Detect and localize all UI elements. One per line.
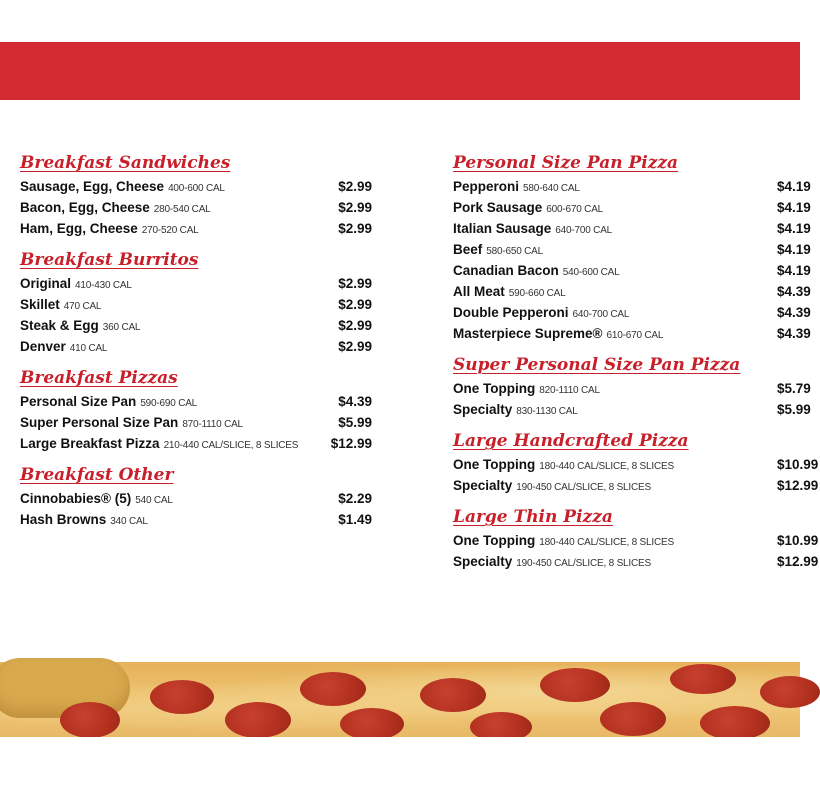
menu-item-price: $12.99 (777, 554, 819, 569)
menu-item-name: Specialty (453, 402, 513, 417)
menu-item-info (453, 281, 566, 304)
menu-item-info (20, 315, 140, 338)
menu-item-name: Masterpiece Supreme® (453, 326, 603, 341)
menu-item-name: Pork Sausage (453, 200, 543, 215)
menu-item-name: Super Personal Size Pan (20, 415, 179, 430)
menu-item-price: $2.99 (338, 318, 372, 333)
menu-item-info (20, 433, 298, 456)
menu-item-name: One Topping (453, 533, 536, 548)
menu-item-info (453, 218, 612, 241)
pepperoni-slice (300, 672, 366, 706)
section-title: Breakfast Pizzas (20, 368, 178, 388)
menu-item-calories: 640-700 CAL (555, 225, 613, 236)
top-margin (0, 0, 800, 42)
menu-item-name: Ham, Egg, Cheese (20, 221, 138, 236)
menu-item-info (20, 273, 132, 296)
menu-section-breakfast-sandwiches (20, 152, 372, 239)
menu-item-calories: 210-440 CAL/SLICE, 8 SLICES (163, 440, 299, 451)
menu-item-price: $2.99 (338, 179, 372, 194)
menu-item-name: Steak & Egg (20, 318, 99, 333)
menu-section-super-personal-size-pan-pizza (453, 354, 813, 420)
menu-item-name: Original (20, 276, 72, 291)
menu-item-price: $10.99 (777, 457, 819, 472)
pepperoni-slice (600, 702, 666, 736)
menu-item-price: $4.19 (777, 200, 811, 215)
menu-section-large-thin-pizza (453, 506, 819, 572)
menu-item-name: Italian Sausage (453, 221, 552, 236)
menu-item (453, 218, 813, 239)
section-title: Breakfast Other (20, 465, 174, 485)
menu-item-price: $12.99 (330, 436, 372, 451)
menu-item-price: $1.49 (338, 512, 372, 527)
pepperoni-slice (670, 664, 736, 694)
menu-item-calories: 190-450 CAL/SLICE, 8 SLICES (516, 558, 651, 569)
menu-item (453, 260, 813, 281)
menu-item-calories: 400-600 CAL (168, 183, 225, 194)
menu-item-calories: 280-540 CAL (153, 204, 211, 215)
menu-item (453, 530, 819, 551)
menu-item-info (453, 239, 543, 262)
menu-item (453, 176, 813, 197)
menu-item-price: $12.99 (777, 478, 819, 493)
menu-item-info (20, 509, 148, 532)
menu-item-info (20, 218, 199, 241)
menu-item-price: $5.79 (777, 381, 811, 396)
menu-item-calories: 820-1110 CAL (539, 385, 600, 396)
menu-item-price: $2.29 (338, 491, 372, 506)
menu-item (20, 412, 372, 433)
menu-item-price: $4.39 (777, 305, 811, 320)
menu-item-info (20, 294, 101, 317)
menu-item-price: $2.99 (338, 297, 372, 312)
menu-item-info (20, 488, 173, 511)
menu-section-breakfast-pizzas (20, 367, 372, 454)
menu-item-price: $4.19 (777, 242, 811, 257)
menu-item-price: $4.19 (777, 179, 811, 194)
menu-item (453, 399, 813, 420)
menu-item-calories: 270-520 CAL (141, 225, 199, 236)
menu-section-breakfast-burritos (20, 249, 372, 357)
menu-item-name: Pepperoni (453, 179, 520, 194)
menu-item-name: Personal Size Pan (20, 394, 137, 409)
menu-section-personal-size-pan-pizza (453, 152, 813, 344)
menu-item-calories: 410 CAL (69, 343, 108, 354)
menu-item-calories: 340 CAL (110, 516, 148, 527)
menu-item-price: $5.99 (338, 415, 372, 430)
header-banner (0, 42, 800, 100)
pepperoni-slice (150, 680, 214, 714)
menu-item-calories: 180-440 CAL/SLICE, 8 SLICES (539, 461, 674, 472)
pepperoni-slice (60, 702, 120, 738)
menu-item-calories: 190-450 CAL/SLICE, 8 SLICES (516, 482, 651, 493)
menu-item-info (453, 454, 674, 477)
menu-item-name: Specialty (453, 554, 513, 569)
section-title: Large Thin Pizza (453, 507, 613, 527)
menu-item-info (453, 475, 651, 498)
menu-item-info (453, 378, 600, 401)
menu-item (20, 315, 372, 336)
menu-item-calories: 180-440 CAL/SLICE, 8 SLICES (539, 537, 674, 548)
menu-item (453, 454, 819, 475)
menu-item-name: Beef (453, 242, 483, 257)
menu-item (453, 475, 819, 496)
menu-item-name: Bacon, Egg, Cheese (20, 200, 150, 215)
menu-item (20, 176, 372, 197)
menu-item (453, 302, 813, 323)
menu-item-calories: 590-660 CAL (508, 288, 566, 299)
menu-item (20, 433, 372, 454)
menu-item-info (453, 302, 629, 325)
menu-item-calories: 580-650 CAL (486, 246, 543, 257)
menu-item (453, 378, 813, 399)
menu-item-calories: 610-670 CAL (606, 330, 664, 341)
menu-item-price: $2.99 (338, 276, 372, 291)
menu-item-price: $2.99 (338, 339, 372, 354)
menu-item-name: Specialty (453, 478, 513, 493)
menu-item (453, 281, 813, 302)
menu-item-name: Denver (20, 339, 66, 354)
menu-section-large-handcrafted-pizza (453, 430, 819, 496)
menu-item-price: $2.99 (338, 221, 372, 236)
section-title: Breakfast Sandwiches (20, 153, 231, 173)
pepperoni-slice (760, 676, 820, 708)
pizza-photo (0, 662, 800, 737)
menu-item-name: Hash Browns (20, 512, 107, 527)
pepperoni-slice (340, 708, 404, 740)
menu-item-price: $10.99 (777, 533, 819, 548)
menu-item-name: Double Pepperoni (453, 305, 569, 320)
menu-item-info (453, 323, 663, 346)
menu-item-info (20, 412, 243, 435)
menu-item (20, 197, 372, 218)
menu-item-name: All Meat (453, 284, 505, 299)
pepperoni-slice (420, 678, 486, 712)
menu-item-price: $4.39 (338, 394, 372, 409)
menu-item (20, 336, 372, 357)
menu-item-calories: 540-600 CAL (562, 267, 620, 278)
menu-column-left (20, 152, 372, 540)
menu-item (20, 391, 372, 412)
menu-item (453, 323, 813, 344)
menu-item-name: Sausage, Egg, Cheese (20, 179, 165, 194)
menu-item-info (453, 176, 580, 199)
menu-item-info (453, 399, 578, 422)
section-title: Personal Size Pan Pizza (453, 153, 679, 173)
menu-item-name: Canadian Bacon (453, 263, 559, 278)
menu-item-name: One Topping (453, 381, 536, 396)
menu-item (453, 239, 813, 260)
bottom-margin (0, 737, 800, 800)
menu-item-price: $2.99 (338, 200, 372, 215)
pepperoni-slice (540, 668, 610, 702)
menu-item-calories: 640-700 CAL (572, 309, 630, 320)
menu-item-info (20, 197, 211, 220)
menu-item-calories: 540 CAL (135, 495, 173, 506)
menu-item-calories: 870-1110 CAL (182, 419, 243, 430)
section-title: Large Handcrafted Pizza (453, 431, 689, 451)
menu-item (20, 273, 372, 294)
menu-item-info (453, 530, 674, 553)
menu-item-price: $4.39 (777, 326, 811, 341)
menu-item-info (453, 260, 620, 283)
menu-item-name: Cinnobabies® (5) (20, 491, 132, 506)
menu-item-info (453, 197, 603, 220)
pepperoni-slice (225, 702, 291, 738)
menu-item-price: $4.19 (777, 263, 811, 278)
menu-item-calories: 830-1130 CAL (516, 406, 578, 417)
menu-item-price: $4.19 (777, 221, 811, 236)
menu-item (20, 294, 372, 315)
menu-item-info (20, 336, 107, 359)
menu-item (20, 488, 372, 509)
menu-item (453, 551, 819, 572)
menu-item-info (20, 391, 197, 414)
section-title: Super Personal Size Pan Pizza (453, 355, 741, 375)
menu-item-calories: 600-670 CAL (546, 204, 604, 215)
menu-item-calories: 410-430 CAL (75, 280, 132, 291)
menu-item-name: Large Breakfast Pizza (20, 436, 160, 451)
menu-item-calories: 360 CAL (102, 322, 141, 333)
menu-item-price: $5.99 (777, 402, 811, 417)
menu-section-breakfast-other (20, 464, 372, 530)
menu-column-right (453, 152, 819, 582)
menu-item (20, 218, 372, 239)
menu-item (453, 197, 813, 218)
menu-item-price: $4.39 (777, 284, 811, 299)
menu-item-calories: 470 CAL (63, 301, 102, 312)
pepperoni-slice (700, 706, 770, 740)
menu-item-name: One Topping (453, 457, 536, 472)
menu-item (20, 509, 372, 530)
section-title: Breakfast Burritos (20, 250, 199, 270)
menu-item-calories: 590-690 CAL (140, 398, 198, 409)
menu-item-info (453, 551, 651, 574)
menu-item-name: Skillet (20, 297, 60, 312)
menu-item-calories: 580-640 CAL (523, 183, 580, 194)
menu-item-info (20, 176, 225, 199)
